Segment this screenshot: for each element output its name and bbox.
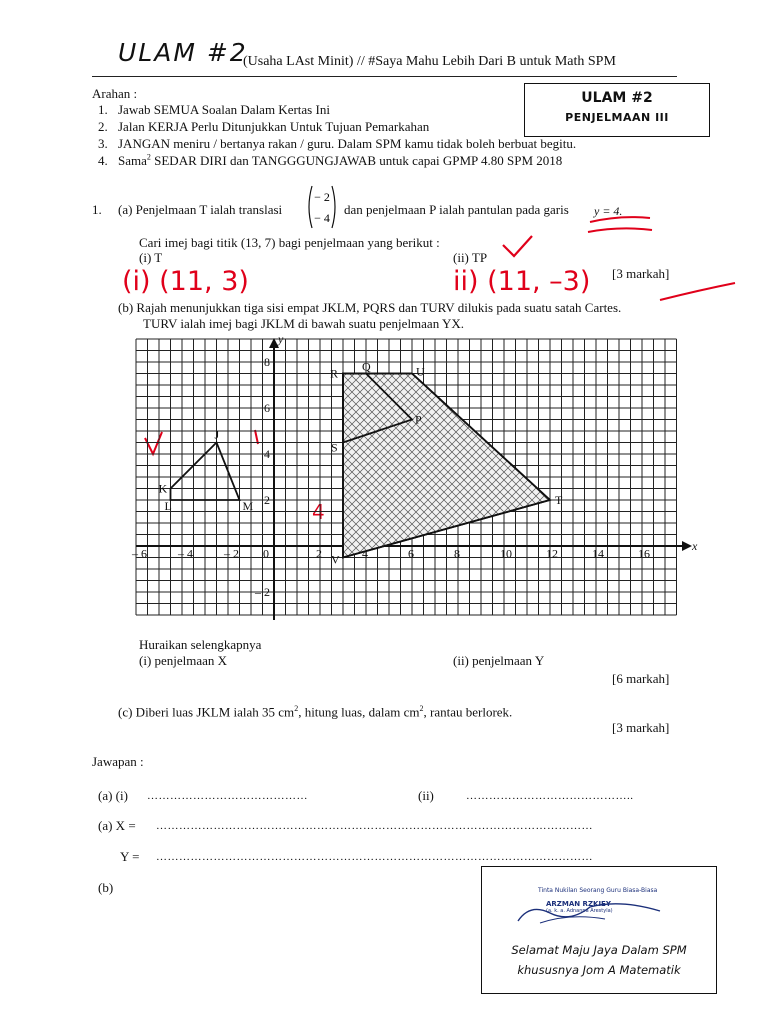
- instruction-number: 2.: [98, 119, 108, 134]
- point-label-u: U: [416, 364, 425, 379]
- question-a-text: (a) Penjelmaan T ialah translasi: [118, 202, 283, 217]
- page-title: ULAM #2: [118, 38, 248, 67]
- closing-message-line-1: Selamat Maju Jaya Dalam SPM: [511, 943, 687, 957]
- label-box-title: ULAM #2: [581, 90, 653, 106]
- handwritten-answer-i: (i) (11, 3): [122, 266, 249, 297]
- y-tick-label: 8: [264, 355, 270, 369]
- answer-y-label: Y =: [120, 849, 140, 864]
- page-subtitle: (Usaha LAst Minit) // #Saya Mahu Lebih Dari B untuk Math SPM: [243, 54, 616, 69]
- x-tick-label: 14: [592, 546, 604, 561]
- question-b-line2: TURV ialah imej bagi JKLM di bawah suatu penjelmaan YX.: [143, 316, 465, 331]
- instruction-number: 3.: [98, 136, 108, 151]
- point-label-q: Q: [362, 359, 371, 374]
- marks-a: [3 markah]: [612, 266, 670, 281]
- question-b-part-ii: (ii) penjelmaan Y: [453, 653, 545, 668]
- answer-a-ii-field[interactable]: ……………………………………..: [466, 790, 634, 802]
- question-a-text-cont: dan penjelmaan P ialah pantulan pada garis: [344, 202, 569, 217]
- x-tick-label: – 6: [132, 546, 147, 561]
- question-a-find: Cari imej bagi titik (13, 7) bagi penjelmaan yang berikut :: [139, 235, 440, 250]
- marks-b: [6 markah]: [612, 671, 670, 686]
- marks-c: [3 markah]: [612, 720, 670, 735]
- y-tick-label: 4: [264, 447, 270, 461]
- signature-alias: (a. k. a. Adnanna Arestyla): [546, 908, 613, 914]
- closing-message-line-2: khususnya Jom A Matematik: [517, 963, 681, 977]
- instructions-heading: Arahan :: [92, 86, 138, 101]
- point-label-m: M: [242, 499, 254, 513]
- label-box-topic: PENJELMAAN III: [565, 111, 669, 124]
- x-tick-label: 0: [263, 546, 269, 561]
- x-tick-label: 10: [500, 546, 512, 561]
- signature-name: ARZMAN RZKIEY: [546, 900, 611, 908]
- instruction-text: Sama$^2$ SEDAR DIRI dan TANGGGUNGJAWAB untuk capai GPMP 4.80 SPM 2018: [118, 153, 563, 169]
- y-axis-label: y: [278, 332, 284, 346]
- x-tick-label: 12: [546, 546, 558, 561]
- answer-x-field[interactable]: ……………………………………………………………………………………………………: [156, 820, 593, 832]
- question-b-part-i: (i) penjelmaan X: [139, 653, 228, 668]
- question-b-line1: (b) Rajah menunjukkan tiga sisi empat JKLM, PQRS dan TURV dilukis pada suatu satah Cartes.: [118, 300, 622, 315]
- answer-a-i-label: (a) (i): [98, 788, 128, 803]
- handwritten-answer-ii: ii) (11, –3): [453, 266, 591, 297]
- instruction-number: 4.: [98, 153, 108, 169]
- question-b-describe: Huraikan selengkapnya: [139, 637, 262, 652]
- point-label-l: L: [164, 499, 172, 513]
- x-tick-label: 6: [408, 546, 414, 561]
- answer-y-field[interactable]: ……………………………………………………………………………………………………: [156, 851, 593, 863]
- y-tick-label: 6: [264, 401, 270, 415]
- y-tick-label: 2: [264, 493, 270, 507]
- instruction-text: Jalan KERJA Perlu Ditunjukkan Untuk Tujuan Pemarkahan: [118, 119, 430, 134]
- question-number: 1.: [92, 202, 102, 217]
- point-label-p: P: [415, 412, 422, 427]
- answer-a-ii-label: (ii): [418, 788, 434, 803]
- question-a-part-i: (i) T: [139, 250, 163, 265]
- point-label-k: K: [158, 481, 168, 496]
- signature-line-1: Tinta Nukilan Seorang Guru Biasa-Biasa: [538, 887, 658, 894]
- x-axis-label: x: [692, 539, 698, 553]
- line-equation: y = 4.: [594, 204, 623, 218]
- answer-b-label: (b): [98, 880, 114, 895]
- x-tick-label: – 4: [178, 546, 193, 561]
- x-tick-label: 8: [454, 546, 460, 561]
- x-axis-arrow: [682, 541, 692, 551]
- point-label-s: S: [331, 440, 338, 455]
- point-label-v: V: [331, 552, 340, 567]
- y-tick-label: – 2: [255, 585, 270, 599]
- question-a-part-ii: (ii) TP: [453, 250, 488, 265]
- x-tick-label: 2: [316, 546, 322, 561]
- point-label-r: R: [330, 366, 339, 381]
- x-tick-label: – 2: [224, 546, 239, 561]
- x-tick-label: 16: [638, 546, 650, 561]
- instruction-text: JANGAN meniru / bertanya rakan / guru. Dalam SPM kamu tidak boleh berbuat begitu.: [118, 136, 577, 151]
- question-c-text: (c) Diberi luas JKLM ialah 35 $cm^2$, hitung luas, dalam $cm^2$, rantau berlorek.: [118, 704, 513, 720]
- instruction-number: 1.: [98, 102, 108, 117]
- answer-x-label: (a) X =: [98, 818, 136, 833]
- handwritten-four: 4: [312, 500, 325, 524]
- signature-box: [481, 866, 717, 994]
- point-label-j: J: [214, 427, 220, 442]
- answers-heading: Jawapan :: [92, 754, 144, 769]
- vector-bottom: − 4: [314, 211, 330, 225]
- vector-top: − 2: [314, 190, 330, 204]
- answer-a-i-field[interactable]: ……………………………………: [147, 790, 308, 802]
- x-tick-label: 4: [362, 546, 368, 561]
- point-label-t: T: [555, 493, 563, 507]
- instruction-text: Jawab SEMUA Soalan Dalam Kertas Ini: [118, 102, 330, 117]
